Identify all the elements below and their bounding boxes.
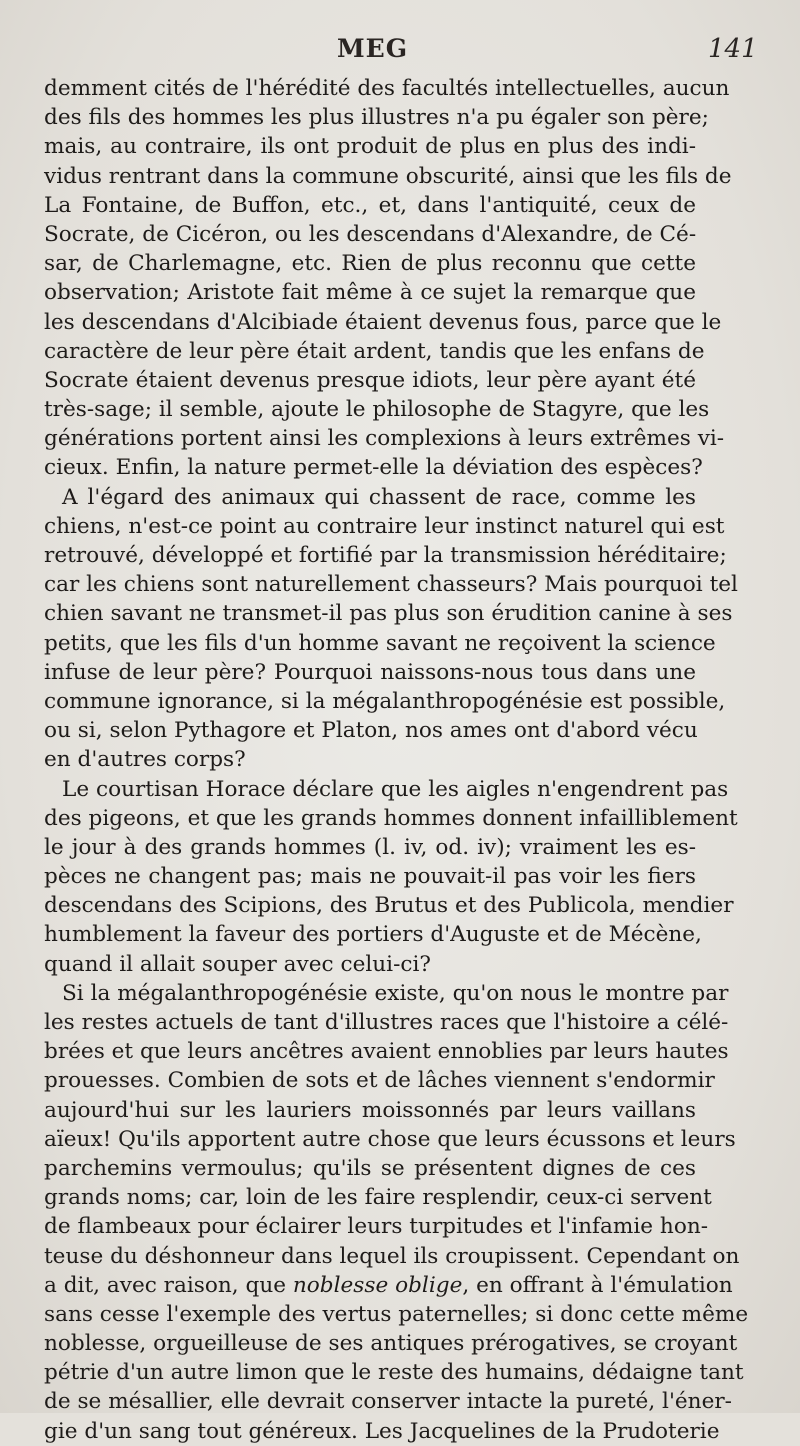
text-line: mais, au contraire, ils ont produit de plus en plus des indi- xyxy=(44,134,696,160)
running-head: MEG xyxy=(337,34,409,63)
text-line: quand il allait souper avec celui-ci? xyxy=(44,951,431,977)
text-line: de se mésallier, elle devrait conserver intacte la pureté, l'éner- xyxy=(44,1389,732,1415)
body-text xyxy=(44,74,749,1446)
text-line: demment cités de l'hérédité des facultés intellectuelles, aucun xyxy=(44,76,730,101)
text-line: vidus rentrant dans la commune obscurité, ainsi que les fils de xyxy=(44,163,732,189)
text-line: générations portent ainsi les complexions à leurs extrêmes vi- xyxy=(44,426,725,452)
text-line: humblement la faveur des portiers d'Auguste et de Mécène, xyxy=(44,922,702,948)
text-line: Le courtisan Horace déclare que les aigles n'engendrent pas xyxy=(62,776,729,802)
text-line: le jour à des grands hommes (l. iv, od. iv); vraiment les es- xyxy=(44,834,696,860)
text-line: aujourd'hui sur les lauriers moissonnés par leurs vaillans xyxy=(44,1097,696,1123)
text-line: très-sage; il semble, ajoute le philosophe de Stagyre, que les xyxy=(44,397,710,423)
text-line: gie d'un sang tout généreux. Les Jacquelines de la Prudoterie xyxy=(44,1418,720,1444)
text-line: ou si, selon Pythagore et Platon, nos ames ont d'abord vécu xyxy=(44,718,698,744)
text-line: sans cesse l'exemple des vertus paternelles; si donc cette même xyxy=(44,1301,749,1327)
text-line: caractère de leur père était ardent, tandis que les enfans de xyxy=(44,338,705,364)
text-line: Socrate, de Cicéron, ou les descendans d'Alexandre, de Cé- xyxy=(44,221,697,247)
text-line: les descendans d'Alcibiade étaient devenus fous, parce que le xyxy=(44,309,722,335)
page-header xyxy=(0,34,800,74)
text-line: descendans des Scipions, des Brutus et des Publicola, mendier xyxy=(44,893,734,919)
text-line: prouesses. Combien de sots et de lâches viennent s'endormir xyxy=(44,1068,715,1094)
text-line: Si la mégalanthropogénésie existe, qu'on nous le montre par xyxy=(62,980,729,1006)
text-line: de flambeaux pour éclairer leurs turpitudes et l'infamie hon- xyxy=(44,1214,709,1240)
text-line: chiens, n'est-ce point au contraire leur instinct naturel qui est xyxy=(44,513,725,539)
text-line: pétrie d'un autre limon que le reste des humains, dédaigne tant xyxy=(44,1360,744,1386)
text-line: cieux. Enfin, la nature permet-elle la déviation des espèces? xyxy=(44,455,703,481)
text-line: des pigeons, et que les grands hommes donnent infailliblement xyxy=(44,805,738,831)
text-line: a dit, avec raison, que noblesse oblige, en offrant à l'émulation xyxy=(44,1272,733,1298)
text-line: A l'égard des animaux qui chassent de race, comme les xyxy=(62,484,696,510)
text-line: grands noms; car, loin de les faire resplendir, ceux-ci servent xyxy=(44,1185,712,1211)
text-line: noblesse, orgueilleuse de ses antiques prérogatives, se croyant xyxy=(44,1331,738,1357)
text-line: parchemins vermoulus; qu'ils se présentent dignes de ces xyxy=(44,1155,696,1181)
text-line: pèces ne changent pas; mais ne pouvait-il pas voir les fiers xyxy=(44,864,696,890)
text-line: Socrate étaient devenus presque idiots, leur père ayant été xyxy=(44,367,696,393)
text-line: chien savant ne transmet-il pas plus son érudition canine à ses xyxy=(44,601,733,627)
text-line: brées et que leurs ancêtres avaient ennoblies par leurs hautes xyxy=(44,1039,729,1065)
text-line: en d'autres corps? xyxy=(44,747,246,773)
text-line: aïeux! Qu'ils apportent autre chose que leurs écussons et leurs xyxy=(44,1126,736,1152)
text-line: car les chiens sont naturellement chasseurs? Mais pourquoi tel xyxy=(44,572,738,598)
text-line: commune ignorance, si la mégalanthropogénésie est possible, xyxy=(44,688,726,714)
text-line: infuse de leur père? Pourquoi naissons-nous tous dans une xyxy=(44,659,696,685)
text-line: petits, que les fils d'un homme savant ne reçoivent la science xyxy=(44,630,716,656)
text-line: sar, de Charlemagne, etc. Rien de plus reconnu que cette xyxy=(44,251,696,277)
text-line: retrouvé, développé et fortifié par la transmission héréditaire; xyxy=(44,543,727,568)
text-line: des fils des hommes les plus illustres n'a pu égaler son père; xyxy=(44,105,709,131)
text-line: les restes actuels de tant d'illustres races que l'histoire a célé- xyxy=(44,1010,729,1035)
text-line: La Fontaine, de Buffon, etc., et, dans l'antiquité, ceux de xyxy=(44,192,696,218)
text-line: teuse du déshonneur dans lequel ils croupissent. Cependant on xyxy=(44,1243,740,1269)
page-number: 141 xyxy=(708,34,758,64)
text-line: observation; Aristote fait même à ce sujet la remarque que xyxy=(44,280,696,306)
